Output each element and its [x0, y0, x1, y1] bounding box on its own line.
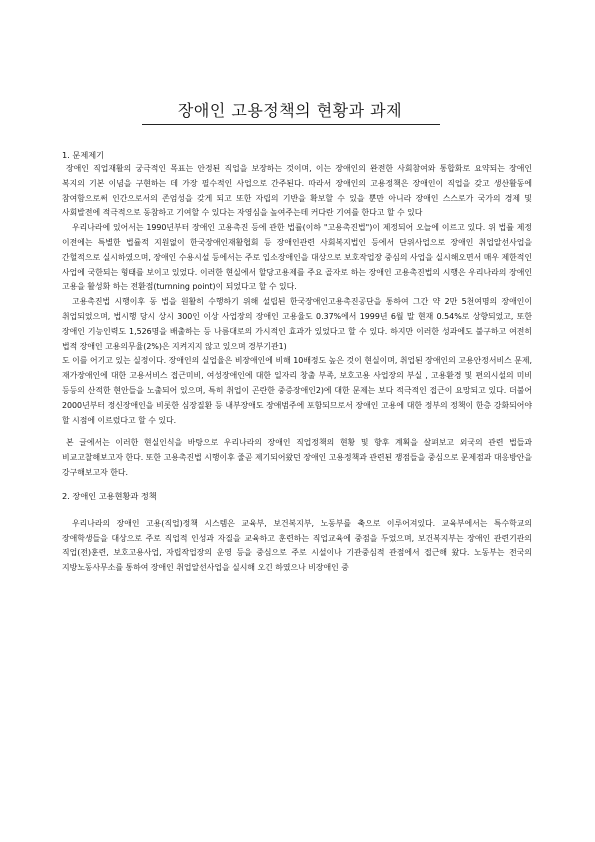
paragraph: 도 이를 어기고 있는 실정이다. 장애인의 실업율은 비장애인에 비해 10배정도 높은 것이 현실이며, 취업된 장애인의 고용안정서비스 문제, 재가장애인에 대한 고용서비스 접근미비, 여성장애인에 대한 일자리 창출 부족, 보호고용 사업장의 부실 , 고용환경 및 편의시설의 미비 등등의 산적한 현안들을 노출되어 있으며, 특히 취업이 곤란한 중증장애인2)에 대한 문제는 보다 적극적인 접근이 요망되고 있다. 더불어 2000년부터 정신장애인을 비롯한 심장질환 등 내부장애도 장애범주에 포함되므로서 장애인 고용에 대한 정부의 정책이 한층 강화되어야 할 시점에 이르렀다고 할 수 있다. [62, 356, 532, 425]
section-spacer [62, 481, 532, 489]
paragraph: 고용촉진법 시행이후 동 법을 원활히 수행하기 위해 설립된 한국장애인고용촉진공단을 통하여 그간 약 2만 5천여명의 장애인이 취업되었으며, 법시행 당시 상시 300인 이상 사업장의 장애인 고용율도 0.37%에서 1999년 6월 말 현재 0.54%로 상향되었고, 또한 장애인 기능인력도 1,526명을 배출하는 등 나름대로의 가시적인 효과가 있었다고 할 수 있다. 하지만 이러한 성과에도 불구하고 여전히 법적 장애인 고용의무율(2%)은 지켜지지 않고 있으며 경부기관1) [62, 297, 532, 351]
paragraph-spacer [62, 428, 532, 436]
document-title: 장애인 고용정책의 현황과 과제 [177, 101, 403, 120]
paragraph: 본 글에서는 이러한 현실인식을 바탕으로 우리나라의 장애인 직업정책의 현황 및 향후 계획을 살펴보고 외국의 관련 법들과 비교고찰해보고자 한다. 또한 고용촉진법 시행이후 줄곧 제기되어왔던 장애인 고용정책과 관련된 쟁점들을 중심으로 문제점과 대응방안을 강구해보고자 한다. [62, 438, 532, 477]
section-heading-policy: 2. 장애인 고용현황과 정책 [62, 490, 157, 501]
paragraph: 장애인 직업재활의 궁극적인 목표는 안정된 직업을 보장하는 것이며, 이는 장애인의 완전한 사회참여와 통합화로 요약되는 장애인 복지의 기본 이념을 구현하는 데 가장 필수적인 사업으로 간주된다. 따라서 장애인의 고용정책은 장애인이 직업을 갖고 생산활동에 참여함으로써 인간으로서의 존엄성을 갖게 되고 또한 자립의 기반을 확보할 수 있을 뿐만 아니라 장애인 스스로가 국가의 경제 및 사회발전에 적극적으로 동참하고 기여할 수 있다는 자영심을 높여주는데 커다란 기여를 한다고 할 수 있다 [62, 164, 532, 218]
section-heading-problem: 1. 문제제기 [62, 150, 105, 160]
title-underline [142, 124, 440, 125]
paragraph-spacer [62, 503, 532, 517]
paragraph: 우리나라에 있어서는 1990년부터 장애인 고용촉진 등에 관한 법률(이하 "고용촉진법")이 제정되어 오늘에 이르고 있다. 위 법률 제정 이전에는 특별한 법률적 지원없이 한국장애인재활협회 등 장애인관련 사회복지법인 등에서 단위사업으로 장애인 취업알선사업을 간헐적으로 실시하였으며, 장애인 수용시설 등에서는 주로 입소장애인을 대상으로 보호작업장 중심의 사업을 실시해오면서 매우 제한적인 사업에 국한되는 형태를 보이고 있었다. 이러한 현실에서 할당고용제를 주요 골자로 하는 장애인 고용촉진법의 시행은 우리나라의 장애인 고용을 활성화 하는 전환점(turnning point)이 되었다고 할 수 있다. [62, 223, 532, 292]
document-body [62, 148, 532, 576]
paragraph: 우리나라의 장애인 고용(직업)정책 시스템은 교육부, 보건복지부, 노동부를 축으로 이루어져있다. 교육부에서는 특수학교의 장애학생들을 대상으로 주로 직업적 인성과 자질을 교육하고 훈련하는 직업교육에 중점을 두었으며, 보건복지부는 장애인 관련기관의 직업(전)훈련, 보호고용사업, 자립작업장의 운영 등을 중심으로 주로 시설이나 기관중심적 관점에서 접근해 왔다. 노동부는 전국의 지방노동사무소를 통하여 장애인 취업알선사업을 실시해 오긴 하였으나 비장애인 중 [62, 518, 532, 573]
